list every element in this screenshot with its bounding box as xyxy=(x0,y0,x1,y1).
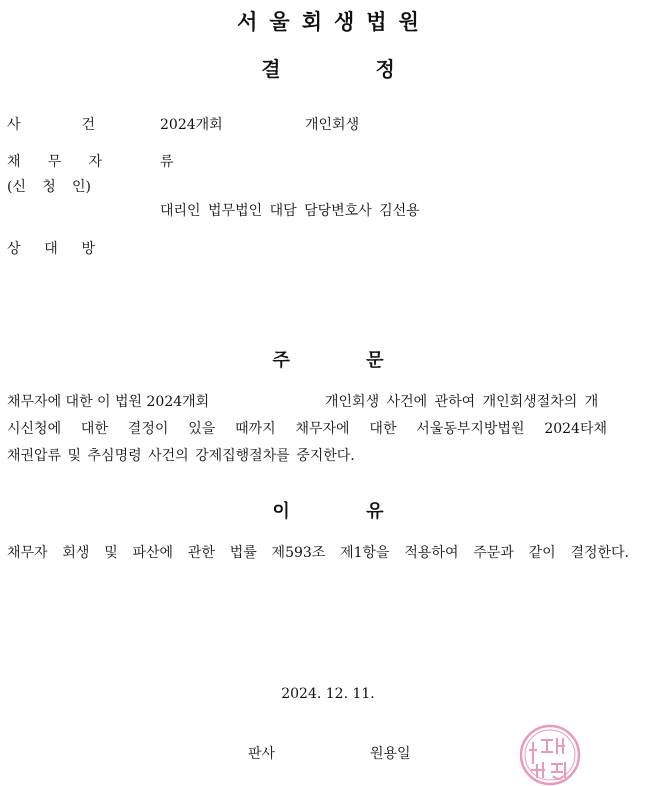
order-line-1b: 개인회생 사건에 관하여 개인회생절차의 개 xyxy=(325,394,599,410)
decision-date: 2024. 12. 11. xyxy=(281,686,375,702)
court-seal-stamp xyxy=(519,724,581,786)
case-label: 사 건 xyxy=(7,117,95,133)
court-name: 서울회생법원 xyxy=(237,10,431,34)
order-line-3: 채권압류 및 추심명령 사건의 강제집행절차를 중지한다. xyxy=(7,448,355,464)
reason-line: 채무자 회생 및 파산에 관한 법률 제593조 제1항을 적용하여 주문과 같이 결정한다. xyxy=(7,545,629,561)
case-type: 개인회생 xyxy=(305,117,360,133)
case-number: 2024개회 xyxy=(160,117,223,133)
debtor-name: 류 xyxy=(160,154,174,170)
order-heading: 주 문 xyxy=(272,350,384,371)
judge-title: 판사 xyxy=(248,746,276,762)
representative: 대리인 법무법인 대담 담당변호사 김선용 xyxy=(160,203,420,219)
document-title: 결 정 xyxy=(261,57,395,81)
counterparty-label: 상 대 방 xyxy=(7,241,95,257)
order-line-2: 시신청에 대한 결정이 있을 때까지 채무자에 대한 서울동부지방법원 2024타채 xyxy=(7,421,607,437)
debtor-label: 채 무 자 xyxy=(7,154,102,170)
order-line-1a: 채무자에 대한 이 법원 2024개회 xyxy=(7,394,210,410)
reason-heading: 이 유 xyxy=(272,501,384,522)
judge-name: 원용일 xyxy=(370,746,411,762)
applicant-label: (신 청 인) xyxy=(7,179,91,195)
reason-text xyxy=(7,540,649,567)
order-text xyxy=(7,389,649,470)
